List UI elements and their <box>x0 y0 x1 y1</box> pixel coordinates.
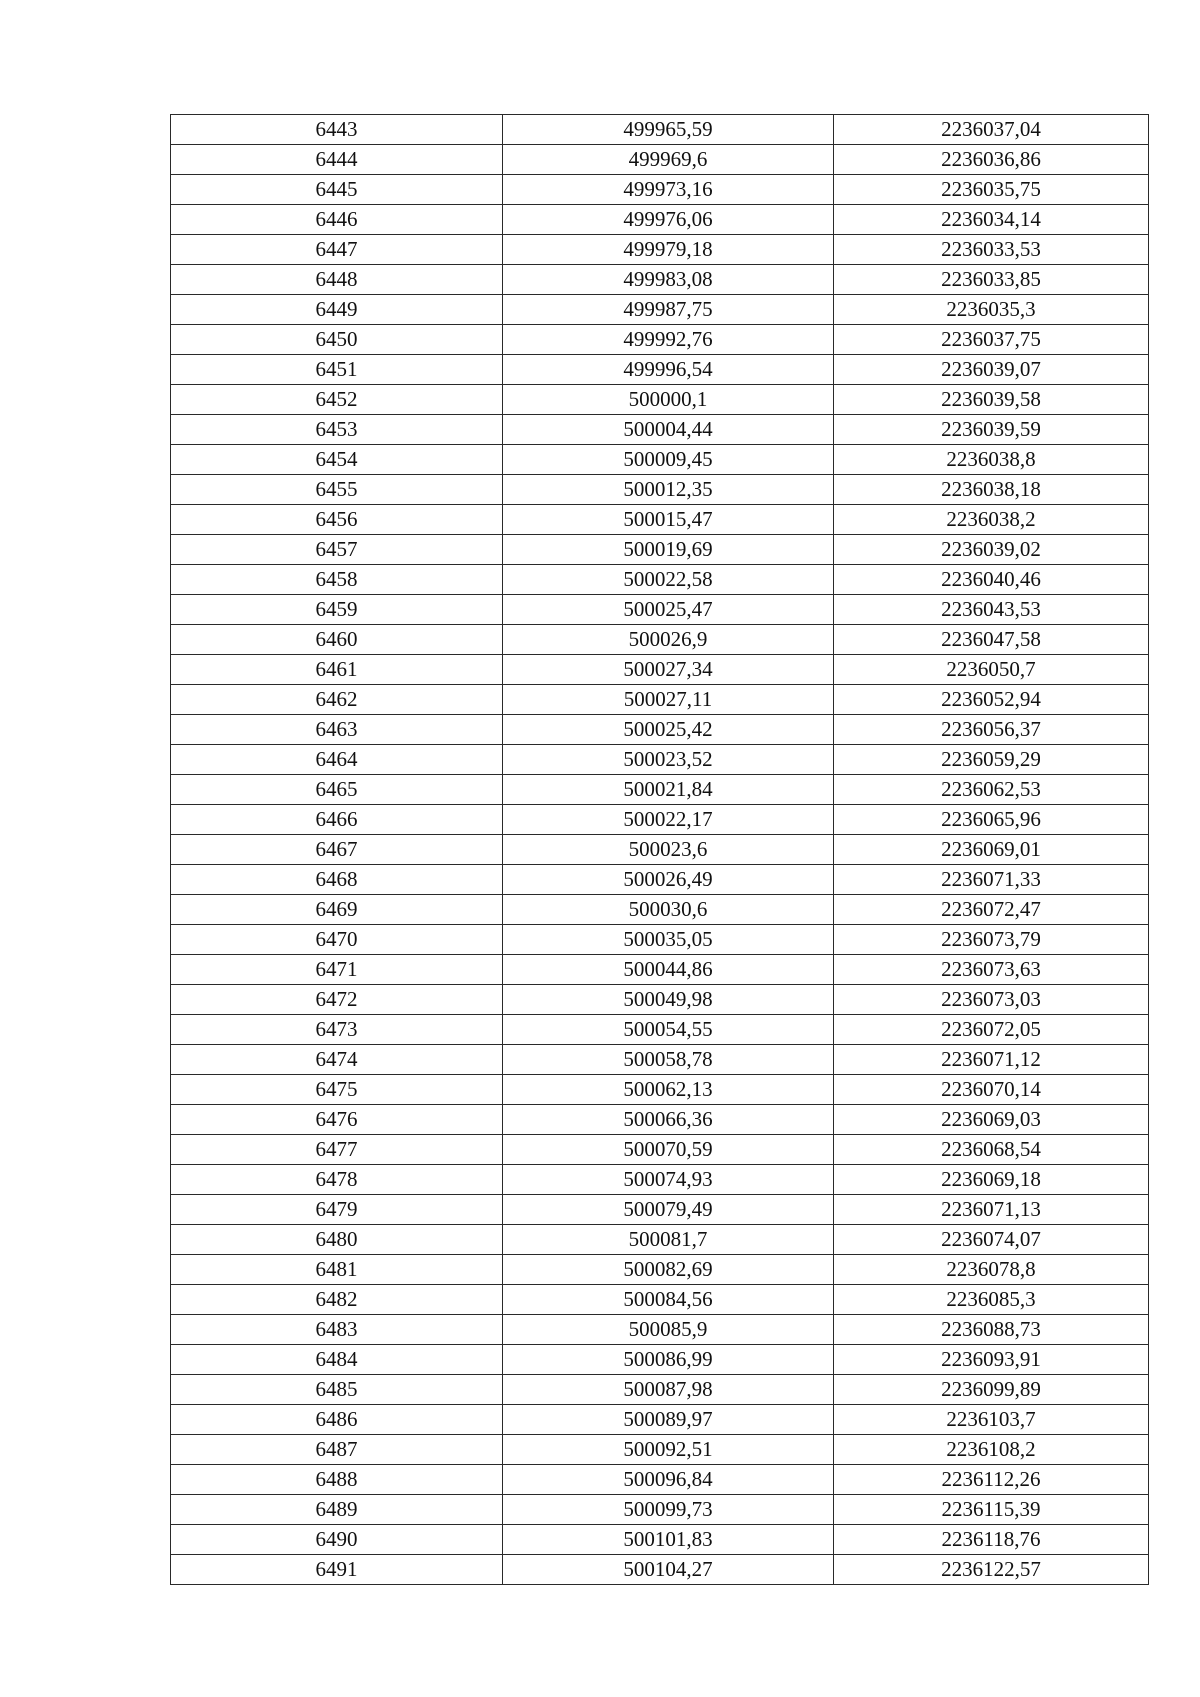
table-row <box>171 115 1149 145</box>
point-number-cell: 6447 <box>171 235 503 265</box>
y-coordinate-cell: 2236071,13 <box>834 1195 1149 1225</box>
y-coordinate-cell: 2236059,29 <box>834 745 1149 775</box>
x-coordinate-cell: 500066,36 <box>503 1105 834 1135</box>
table-row <box>171 1075 1149 1105</box>
y-coordinate-cell: 2236033,85 <box>834 265 1149 295</box>
table-row <box>171 1105 1149 1135</box>
coordinates-table <box>170 114 1149 1585</box>
y-coordinate-cell: 2236070,14 <box>834 1075 1149 1105</box>
table-row <box>171 865 1149 895</box>
x-coordinate-cell: 500092,51 <box>503 1435 834 1465</box>
table-row <box>171 1315 1149 1345</box>
table-row <box>171 325 1149 355</box>
y-coordinate-cell: 2236071,33 <box>834 865 1149 895</box>
table-row <box>171 1465 1149 1495</box>
y-coordinate-cell: 2236072,05 <box>834 1015 1149 1045</box>
x-coordinate-cell: 500030,6 <box>503 895 834 925</box>
table-row <box>171 1225 1149 1255</box>
y-coordinate-cell: 2236037,75 <box>834 325 1149 355</box>
x-coordinate-cell: 500025,47 <box>503 595 834 625</box>
table-row <box>171 985 1149 1015</box>
x-coordinate-cell: 499996,54 <box>503 355 834 385</box>
table-row <box>171 445 1149 475</box>
x-coordinate-cell: 500104,27 <box>503 1555 834 1585</box>
point-number-cell: 6471 <box>171 955 503 985</box>
table-row <box>171 475 1149 505</box>
x-coordinate-cell: 500009,45 <box>503 445 834 475</box>
point-number-cell: 6450 <box>171 325 503 355</box>
point-number-cell: 6452 <box>171 385 503 415</box>
y-coordinate-cell: 2236069,01 <box>834 835 1149 865</box>
y-coordinate-cell: 2236035,3 <box>834 295 1149 325</box>
point-number-cell: 6481 <box>171 1255 503 1285</box>
y-coordinate-cell: 2236071,12 <box>834 1045 1149 1075</box>
point-number-cell: 6467 <box>171 835 503 865</box>
x-coordinate-cell: 499979,18 <box>503 235 834 265</box>
x-coordinate-cell: 500084,56 <box>503 1285 834 1315</box>
y-coordinate-cell: 2236043,53 <box>834 595 1149 625</box>
y-coordinate-cell: 2236036,86 <box>834 145 1149 175</box>
point-number-cell: 6457 <box>171 535 503 565</box>
point-number-cell: 6476 <box>171 1105 503 1135</box>
y-coordinate-cell: 2236115,39 <box>834 1495 1149 1525</box>
x-coordinate-cell: 500023,6 <box>503 835 834 865</box>
point-number-cell: 6445 <box>171 175 503 205</box>
x-coordinate-cell: 500035,05 <box>503 925 834 955</box>
coordinates-table-body <box>171 115 1149 1585</box>
point-number-cell: 6487 <box>171 1435 503 1465</box>
y-coordinate-cell: 2236040,46 <box>834 565 1149 595</box>
y-coordinate-cell: 2236056,37 <box>834 715 1149 745</box>
point-number-cell: 6455 <box>171 475 503 505</box>
table-row <box>171 805 1149 835</box>
point-number-cell: 6486 <box>171 1405 503 1435</box>
y-coordinate-cell: 2236068,54 <box>834 1135 1149 1165</box>
x-coordinate-cell: 500058,78 <box>503 1045 834 1075</box>
point-number-cell: 6470 <box>171 925 503 955</box>
y-coordinate-cell: 2236038,18 <box>834 475 1149 505</box>
y-coordinate-cell: 2236112,26 <box>834 1465 1149 1495</box>
x-coordinate-cell: 500062,13 <box>503 1075 834 1105</box>
y-coordinate-cell: 2236052,94 <box>834 685 1149 715</box>
y-coordinate-cell: 2236088,73 <box>834 1315 1149 1345</box>
x-coordinate-cell: 499992,76 <box>503 325 834 355</box>
table-row <box>171 505 1149 535</box>
point-number-cell: 6480 <box>171 1225 503 1255</box>
table-row <box>171 415 1149 445</box>
y-coordinate-cell: 2236065,96 <box>834 805 1149 835</box>
point-number-cell: 6490 <box>171 1525 503 1555</box>
y-coordinate-cell: 2236039,58 <box>834 385 1149 415</box>
table-row <box>171 1045 1149 1075</box>
table-row <box>171 835 1149 865</box>
table-row <box>171 145 1149 175</box>
y-coordinate-cell: 2236073,79 <box>834 925 1149 955</box>
point-number-cell: 6451 <box>171 355 503 385</box>
point-number-cell: 6482 <box>171 1285 503 1315</box>
point-number-cell: 6483 <box>171 1315 503 1345</box>
point-number-cell: 6473 <box>171 1015 503 1045</box>
x-coordinate-cell: 499969,6 <box>503 145 834 175</box>
x-coordinate-cell: 500089,97 <box>503 1405 834 1435</box>
x-coordinate-cell: 500044,86 <box>503 955 834 985</box>
y-coordinate-cell: 2236069,18 <box>834 1165 1149 1195</box>
table-row <box>171 775 1149 805</box>
x-coordinate-cell: 499973,16 <box>503 175 834 205</box>
x-coordinate-cell: 500101,83 <box>503 1525 834 1555</box>
x-coordinate-cell: 500022,17 <box>503 805 834 835</box>
table-row <box>171 235 1149 265</box>
point-number-cell: 6485 <box>171 1375 503 1405</box>
table-row <box>171 1195 1149 1225</box>
y-coordinate-cell: 2236085,3 <box>834 1285 1149 1315</box>
point-number-cell: 6479 <box>171 1195 503 1225</box>
point-number-cell: 6475 <box>171 1075 503 1105</box>
x-coordinate-cell: 500096,84 <box>503 1465 834 1495</box>
x-coordinate-cell: 500012,35 <box>503 475 834 505</box>
y-coordinate-cell: 2236039,07 <box>834 355 1149 385</box>
table-row <box>171 205 1149 235</box>
y-coordinate-cell: 2236072,47 <box>834 895 1149 925</box>
table-row <box>171 295 1149 325</box>
y-coordinate-cell: 2236074,07 <box>834 1225 1149 1255</box>
x-coordinate-cell: 499976,06 <box>503 205 834 235</box>
point-number-cell: 6491 <box>171 1555 503 1585</box>
x-coordinate-cell: 499965,59 <box>503 115 834 145</box>
point-number-cell: 6489 <box>171 1495 503 1525</box>
table-row <box>171 745 1149 775</box>
point-number-cell: 6488 <box>171 1465 503 1495</box>
x-coordinate-cell: 500070,59 <box>503 1135 834 1165</box>
x-coordinate-cell: 500026,9 <box>503 625 834 655</box>
y-coordinate-cell: 2236118,76 <box>834 1525 1149 1555</box>
x-coordinate-cell: 500086,99 <box>503 1345 834 1375</box>
table-row <box>171 565 1149 595</box>
table-row <box>171 355 1149 385</box>
x-coordinate-cell: 500049,98 <box>503 985 834 1015</box>
table-row <box>171 1435 1149 1465</box>
table-row <box>171 1525 1149 1555</box>
x-coordinate-cell: 500022,58 <box>503 565 834 595</box>
point-number-cell: 6466 <box>171 805 503 835</box>
y-coordinate-cell: 2236073,03 <box>834 985 1149 1015</box>
point-number-cell: 6463 <box>171 715 503 745</box>
y-coordinate-cell: 2236033,53 <box>834 235 1149 265</box>
y-coordinate-cell: 2236035,75 <box>834 175 1149 205</box>
x-coordinate-cell: 500081,7 <box>503 1225 834 1255</box>
point-number-cell: 6477 <box>171 1135 503 1165</box>
table-row <box>171 895 1149 925</box>
y-coordinate-cell: 2236034,14 <box>834 205 1149 235</box>
x-coordinate-cell: 500015,47 <box>503 505 834 535</box>
point-number-cell: 6472 <box>171 985 503 1015</box>
y-coordinate-cell: 2236078,8 <box>834 1255 1149 1285</box>
y-coordinate-cell: 2236093,91 <box>834 1345 1149 1375</box>
y-coordinate-cell: 2236108,2 <box>834 1435 1149 1465</box>
y-coordinate-cell: 2236047,58 <box>834 625 1149 655</box>
table-row <box>171 535 1149 565</box>
point-number-cell: 6465 <box>171 775 503 805</box>
point-number-cell: 6458 <box>171 565 503 595</box>
point-number-cell: 6461 <box>171 655 503 685</box>
table-row <box>171 1135 1149 1165</box>
y-coordinate-cell: 2236103,7 <box>834 1405 1149 1435</box>
table-row <box>171 1555 1149 1585</box>
x-coordinate-cell: 500074,93 <box>503 1165 834 1195</box>
table-row <box>171 1165 1149 1195</box>
point-number-cell: 6474 <box>171 1045 503 1075</box>
table-row <box>171 1285 1149 1315</box>
y-coordinate-cell: 2236073,63 <box>834 955 1149 985</box>
x-coordinate-cell: 500019,69 <box>503 535 834 565</box>
y-coordinate-cell: 2236038,2 <box>834 505 1149 535</box>
x-coordinate-cell: 500021,84 <box>503 775 834 805</box>
point-number-cell: 6456 <box>171 505 503 535</box>
x-coordinate-cell: 500085,9 <box>503 1315 834 1345</box>
point-number-cell: 6464 <box>171 745 503 775</box>
x-coordinate-cell: 500027,11 <box>503 685 834 715</box>
y-coordinate-cell: 2236039,02 <box>834 535 1149 565</box>
point-number-cell: 6469 <box>171 895 503 925</box>
table-row <box>171 685 1149 715</box>
table-row <box>171 655 1149 685</box>
point-number-cell: 6448 <box>171 265 503 295</box>
point-number-cell: 6454 <box>171 445 503 475</box>
x-coordinate-cell: 500099,73 <box>503 1495 834 1525</box>
table-row <box>171 625 1149 655</box>
y-coordinate-cell: 2236037,04 <box>834 115 1149 145</box>
x-coordinate-cell: 500087,98 <box>503 1375 834 1405</box>
point-number-cell: 6444 <box>171 145 503 175</box>
table-row <box>171 1375 1149 1405</box>
table-row <box>171 925 1149 955</box>
point-number-cell: 6478 <box>171 1165 503 1195</box>
table-row <box>171 1015 1149 1045</box>
table-row <box>171 715 1149 745</box>
point-number-cell: 6446 <box>171 205 503 235</box>
x-coordinate-cell: 500026,49 <box>503 865 834 895</box>
table-row <box>171 1495 1149 1525</box>
x-coordinate-cell: 499983,08 <box>503 265 834 295</box>
y-coordinate-cell: 2236050,7 <box>834 655 1149 685</box>
point-number-cell: 6484 <box>171 1345 503 1375</box>
y-coordinate-cell: 2236039,59 <box>834 415 1149 445</box>
x-coordinate-cell: 500004,44 <box>503 415 834 445</box>
x-coordinate-cell: 500079,49 <box>503 1195 834 1225</box>
table-row <box>171 265 1149 295</box>
y-coordinate-cell: 2236038,8 <box>834 445 1149 475</box>
y-coordinate-cell: 2236069,03 <box>834 1105 1149 1135</box>
table-row <box>171 175 1149 205</box>
table-row <box>171 385 1149 415</box>
point-number-cell: 6460 <box>171 625 503 655</box>
x-coordinate-cell: 500000,1 <box>503 385 834 415</box>
point-number-cell: 6453 <box>171 415 503 445</box>
y-coordinate-cell: 2236099,89 <box>834 1375 1149 1405</box>
point-number-cell: 6462 <box>171 685 503 715</box>
x-coordinate-cell: 500023,52 <box>503 745 834 775</box>
table-row <box>171 1255 1149 1285</box>
x-coordinate-cell: 500027,34 <box>503 655 834 685</box>
table-row <box>171 955 1149 985</box>
x-coordinate-cell: 499987,75 <box>503 295 834 325</box>
point-number-cell: 6449 <box>171 295 503 325</box>
point-number-cell: 6443 <box>171 115 503 145</box>
table-row <box>171 1345 1149 1375</box>
x-coordinate-cell: 500025,42 <box>503 715 834 745</box>
point-number-cell: 6468 <box>171 865 503 895</box>
point-number-cell: 6459 <box>171 595 503 625</box>
y-coordinate-cell: 2236062,53 <box>834 775 1149 805</box>
y-coordinate-cell: 2236122,57 <box>834 1555 1149 1585</box>
table-row <box>171 1405 1149 1435</box>
x-coordinate-cell: 500082,69 <box>503 1255 834 1285</box>
x-coordinate-cell: 500054,55 <box>503 1015 834 1045</box>
table-row <box>171 595 1149 625</box>
